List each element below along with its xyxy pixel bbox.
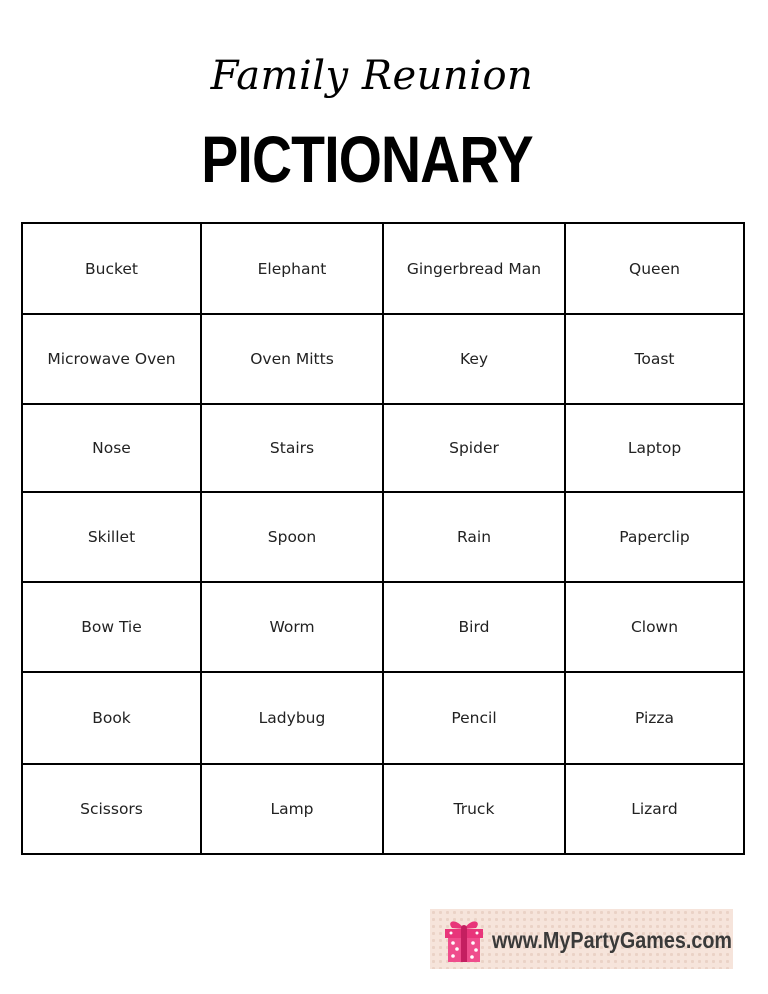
grid-cell: Spoon [201,492,383,582]
page-title: PICTIONARY [201,122,533,196]
grid-row [22,404,744,492]
grid-cell: Oven Mitts [201,314,383,404]
grid-cell: Microwave Oven [22,314,201,404]
grid-cell: Ladybug [201,672,383,764]
page-subtitle: Family Reunion [210,53,534,99]
grid-cell: Elephant [201,223,383,314]
grid-cell: Queen [565,223,744,314]
grid-cell: Lizard [565,764,744,854]
grid-cell: Nose [22,404,201,492]
word-grid [21,222,745,855]
grid-cell: Skillet [22,492,201,582]
grid-row [22,582,744,672]
grid-cell: Lamp [201,764,383,854]
grid-cell: Bird [383,582,565,672]
grid-cell: Rain [383,492,565,582]
grid-cell: Pencil [383,672,565,764]
grid-cell: Bucket [22,223,201,314]
grid-row [22,492,744,582]
grid-cell: Spider [383,404,565,492]
grid-cell: Truck [383,764,565,854]
grid-row [22,672,744,764]
website-badge[interactable] [430,909,733,969]
grid-cell: Stairs [201,404,383,492]
grid-cell: Clown [565,582,744,672]
grid-cell: Paperclip [565,492,744,582]
grid-row [22,314,744,404]
grid-cell: Laptop [565,404,744,492]
gift-box-icon [440,915,488,965]
grid-row [22,764,744,854]
grid-cell: Toast [565,314,744,404]
grid-row [22,223,744,314]
grid-cell: Scissors [22,764,201,854]
grid-cell: Book [22,672,201,764]
grid-cell: Gingerbread Man [383,223,565,314]
grid-cell: Pizza [565,672,744,764]
website-link[interactable]: www.MyPartyGames.com [492,927,733,953]
grid-cell: Worm [201,582,383,672]
grid-cell: Key [383,314,565,404]
grid-cell: Bow Tie [22,582,201,672]
